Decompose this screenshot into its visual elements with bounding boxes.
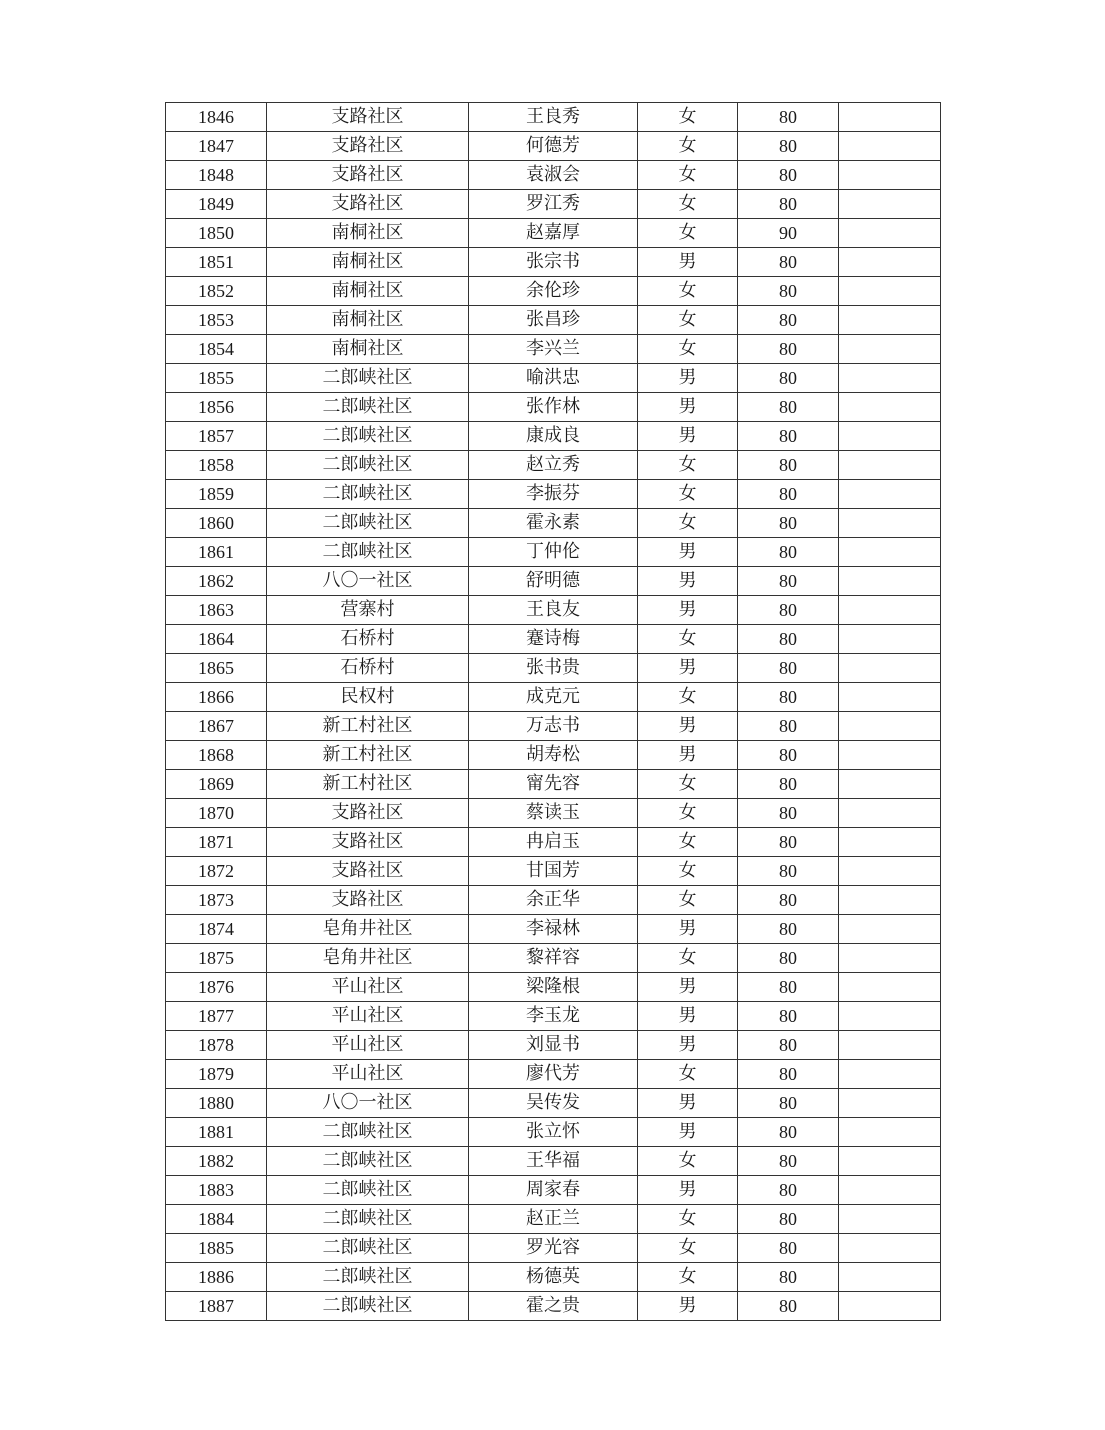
cell-community: 支路社区 [267,857,469,886]
cell-note [839,654,941,683]
cell-gender: 女 [638,103,738,132]
cell-gender: 男 [638,973,738,1002]
cell-community: 二郎峡社区 [267,1176,469,1205]
cell-note [839,161,941,190]
cell-note [839,1176,941,1205]
cell-age: 80 [738,480,839,509]
cell-number: 1868 [166,741,267,770]
cell-number: 1851 [166,248,267,277]
cell-community: 石桥村 [267,625,469,654]
cell-community: 民权村 [267,683,469,712]
cell-age: 80 [738,596,839,625]
cell-community: 南桐社区 [267,277,469,306]
cell-community: 营寨村 [267,596,469,625]
cell-gender: 女 [638,161,738,190]
cell-number: 1887 [166,1292,267,1321]
cell-note [839,625,941,654]
table-row [166,625,941,654]
table-row [166,364,941,393]
cell-age: 80 [738,741,839,770]
cell-note [839,567,941,596]
cell-name: 万志书 [469,712,638,741]
table-row [166,1147,941,1176]
cell-gender: 女 [638,509,738,538]
cell-number: 1880 [166,1089,267,1118]
cell-age: 80 [738,1263,839,1292]
table-row [166,480,941,509]
cell-note [839,1292,941,1321]
table-row [166,712,941,741]
cell-age: 80 [738,1234,839,1263]
table-row [166,451,941,480]
cell-number: 1853 [166,306,267,335]
cell-community: 二郎峡社区 [267,393,469,422]
cell-name: 蹇诗梅 [469,625,638,654]
cell-number: 1854 [166,335,267,364]
cell-number: 1871 [166,828,267,857]
cell-community: 南桐社区 [267,335,469,364]
table-row [166,538,941,567]
cell-number: 1877 [166,1002,267,1031]
cell-name: 冉启玉 [469,828,638,857]
cell-number: 1862 [166,567,267,596]
table-row [166,335,941,364]
cell-note [839,451,941,480]
table-row [166,1089,941,1118]
cell-age: 80 [738,712,839,741]
cell-age: 80 [738,335,839,364]
cell-community: 新工村社区 [267,741,469,770]
cell-age: 80 [738,973,839,1002]
cell-age: 80 [738,132,839,161]
cell-note [839,480,941,509]
cell-name: 罗江秀 [469,190,638,219]
table-row [166,886,941,915]
cell-note [839,1147,941,1176]
cell-note [839,799,941,828]
cell-number: 1867 [166,712,267,741]
cell-age: 80 [738,944,839,973]
cell-community: 二郎峡社区 [267,1118,469,1147]
cell-gender: 女 [638,1234,738,1263]
cell-gender: 男 [638,538,738,567]
cell-community: 二郎峡社区 [267,509,469,538]
cell-gender: 男 [638,248,738,277]
cell-community: 平山社区 [267,973,469,1002]
cell-note [839,857,941,886]
cell-community: 南桐社区 [267,248,469,277]
table-row [166,944,941,973]
cell-gender: 女 [638,451,738,480]
table-row [166,654,941,683]
cell-number: 1869 [166,770,267,799]
cell-age: 80 [738,683,839,712]
table-row [166,973,941,1002]
cell-number: 1852 [166,277,267,306]
cell-age: 80 [738,915,839,944]
cell-note [839,538,941,567]
cell-community: 南桐社区 [267,306,469,335]
table-row [166,190,941,219]
table-row [166,1060,941,1089]
cell-gender: 男 [638,1031,738,1060]
cell-name: 王良秀 [469,103,638,132]
cell-name: 袁淑会 [469,161,638,190]
cell-gender: 男 [638,741,738,770]
cell-age: 80 [738,190,839,219]
cell-gender: 女 [638,132,738,161]
cell-name: 蔡读玉 [469,799,638,828]
cell-community: 支路社区 [267,886,469,915]
cell-community: 皂角井社区 [267,915,469,944]
cell-age: 80 [738,828,839,857]
cell-note [839,1263,941,1292]
cell-number: 1857 [166,422,267,451]
cell-community: 支路社区 [267,190,469,219]
cell-gender: 女 [638,1060,738,1089]
cell-note [839,741,941,770]
cell-name: 张立怀 [469,1118,638,1147]
cell-note [839,1205,941,1234]
table-row [166,1234,941,1263]
cell-gender: 女 [638,1263,738,1292]
cell-name: 舒明德 [469,567,638,596]
table-row [166,596,941,625]
cell-gender: 女 [638,306,738,335]
table-row [166,393,941,422]
cell-number: 1850 [166,219,267,248]
cell-community: 二郎峡社区 [267,480,469,509]
cell-note [839,335,941,364]
cell-name: 赵嘉厚 [469,219,638,248]
cell-number: 1882 [166,1147,267,1176]
table-row [166,683,941,712]
cell-name: 余正华 [469,886,638,915]
cell-gender: 女 [638,625,738,654]
cell-age: 80 [738,306,839,335]
cell-age: 80 [738,364,839,393]
table-row [166,857,941,886]
table-row [166,741,941,770]
cell-note [839,422,941,451]
cell-community: 支路社区 [267,799,469,828]
cell-number: 1863 [166,596,267,625]
cell-age: 80 [738,1147,839,1176]
cell-community: 支路社区 [267,103,469,132]
cell-gender: 男 [638,1292,738,1321]
cell-number: 1886 [166,1263,267,1292]
table-row [166,248,941,277]
table-row [166,103,941,132]
cell-community: 支路社区 [267,828,469,857]
cell-age: 80 [738,857,839,886]
cell-gender: 男 [638,654,738,683]
cell-community: 二郎峡社区 [267,451,469,480]
cell-age: 80 [738,1089,839,1118]
cell-note [839,973,941,1002]
cell-number: 1874 [166,915,267,944]
cell-name: 杨德英 [469,1263,638,1292]
cell-community: 二郎峡社区 [267,1263,469,1292]
cell-name: 霍永素 [469,509,638,538]
cell-name: 喻洪忠 [469,364,638,393]
table-row [166,1118,941,1147]
cell-gender: 女 [638,277,738,306]
cell-community: 二郎峡社区 [267,1292,469,1321]
cell-note [839,944,941,973]
table-row [166,132,941,161]
table-row [166,1205,941,1234]
cell-note [839,915,941,944]
cell-gender: 女 [638,944,738,973]
table-row [166,828,941,857]
cell-name: 张宗书 [469,248,638,277]
cell-gender: 男 [638,1089,738,1118]
cell-age: 80 [738,451,839,480]
cell-name: 王良友 [469,596,638,625]
cell-gender: 男 [638,393,738,422]
cell-gender: 男 [638,712,738,741]
cell-note [839,509,941,538]
cell-age: 80 [738,1292,839,1321]
cell-note [839,886,941,915]
cell-community: 二郎峡社区 [267,1234,469,1263]
cell-name: 李玉龙 [469,1002,638,1031]
cell-name: 张昌珍 [469,306,638,335]
cell-age: 80 [738,886,839,915]
cell-gender: 男 [638,422,738,451]
table-row [166,1002,941,1031]
cell-note [839,1118,941,1147]
table-row [166,1263,941,1292]
cell-community: 八〇一社区 [267,567,469,596]
table-row [166,799,941,828]
cell-gender: 男 [638,596,738,625]
table-row [166,161,941,190]
cell-number: 1866 [166,683,267,712]
cell-number: 1864 [166,625,267,654]
cell-age: 80 [738,625,839,654]
cell-age: 80 [738,770,839,799]
cell-age: 80 [738,799,839,828]
cell-community: 二郎峡社区 [267,1205,469,1234]
cell-number: 1858 [166,451,267,480]
cell-community: 平山社区 [267,1031,469,1060]
cell-note [839,828,941,857]
cell-community: 二郎峡社区 [267,538,469,567]
cell-age: 80 [738,1176,839,1205]
table-row [166,567,941,596]
cell-note [839,103,941,132]
cell-gender: 男 [638,1118,738,1147]
cell-number: 1881 [166,1118,267,1147]
cell-note [839,190,941,219]
cell-community: 新工村社区 [267,770,469,799]
cell-name: 黎祥容 [469,944,638,973]
cell-name: 成克元 [469,683,638,712]
cell-age: 80 [738,509,839,538]
table-row [166,219,941,248]
cell-age: 80 [738,393,839,422]
table-row [166,277,941,306]
cell-note [839,1031,941,1060]
cell-community: 八〇一社区 [267,1089,469,1118]
cell-name: 刘显书 [469,1031,638,1060]
cell-age: 80 [738,1118,839,1147]
cell-number: 1856 [166,393,267,422]
table-row [166,422,941,451]
cell-name: 王华福 [469,1147,638,1176]
table-row [166,770,941,799]
cell-note [839,277,941,306]
cell-note [839,219,941,248]
cell-age: 80 [738,103,839,132]
cell-age: 80 [738,1031,839,1060]
table-row [166,1176,941,1205]
cell-number: 1855 [166,364,267,393]
cell-number: 1847 [166,132,267,161]
cell-age: 80 [738,654,839,683]
cell-name: 赵正兰 [469,1205,638,1234]
cell-community: 二郎峡社区 [267,364,469,393]
table-row [166,915,941,944]
cell-name: 李振芬 [469,480,638,509]
cell-name: 罗光容 [469,1234,638,1263]
table-row [166,509,941,538]
cell-note [839,132,941,161]
cell-number: 1883 [166,1176,267,1205]
cell-number: 1885 [166,1234,267,1263]
cell-note [839,248,941,277]
cell-age: 80 [738,422,839,451]
cell-gender: 男 [638,915,738,944]
cell-gender: 女 [638,219,738,248]
cell-age: 80 [738,1002,839,1031]
cell-name: 李禄林 [469,915,638,944]
cell-name: 康成良 [469,422,638,451]
cell-age: 80 [738,161,839,190]
cell-gender: 男 [638,1176,738,1205]
cell-name: 余伦珍 [469,277,638,306]
cell-number: 1860 [166,509,267,538]
cell-note [839,393,941,422]
cell-gender: 女 [638,190,738,219]
cell-age: 80 [738,277,839,306]
cell-name: 吴传发 [469,1089,638,1118]
cell-number: 1861 [166,538,267,567]
cell-age: 80 [738,248,839,277]
cell-community: 平山社区 [267,1002,469,1031]
cell-note [839,1002,941,1031]
cell-age: 80 [738,1060,839,1089]
cell-name: 甘国芳 [469,857,638,886]
cell-gender: 女 [638,770,738,799]
cell-gender: 女 [638,335,738,364]
cell-community: 新工村社区 [267,712,469,741]
cell-gender: 女 [638,886,738,915]
cell-gender: 女 [638,857,738,886]
cell-community: 支路社区 [267,161,469,190]
cell-name: 李兴兰 [469,335,638,364]
cell-name: 廖代芳 [469,1060,638,1089]
cell-community: 二郎峡社区 [267,422,469,451]
cell-age: 80 [738,567,839,596]
cell-gender: 女 [638,799,738,828]
cell-note [839,1089,941,1118]
cell-note [839,364,941,393]
cell-number: 1876 [166,973,267,1002]
cell-gender: 女 [638,828,738,857]
cell-name: 周家春 [469,1176,638,1205]
cell-gender: 女 [638,683,738,712]
cell-number: 1848 [166,161,267,190]
cell-gender: 女 [638,1147,738,1176]
cell-note [839,1060,941,1089]
cell-note [839,712,941,741]
cell-name: 张作林 [469,393,638,422]
cell-number: 1859 [166,480,267,509]
cell-number: 1879 [166,1060,267,1089]
cell-name: 梁隆根 [469,973,638,1002]
cell-gender: 女 [638,480,738,509]
cell-age: 80 [738,1205,839,1234]
cell-name: 胡寿松 [469,741,638,770]
cell-number: 1846 [166,103,267,132]
cell-number: 1875 [166,944,267,973]
cell-number: 1873 [166,886,267,915]
cell-number: 1849 [166,190,267,219]
cell-number: 1870 [166,799,267,828]
cell-gender: 女 [638,1205,738,1234]
cell-name: 甯先容 [469,770,638,799]
table-row [166,306,941,335]
cell-note [839,306,941,335]
roster-table-body [166,103,941,1321]
cell-number: 1878 [166,1031,267,1060]
cell-gender: 男 [638,567,738,596]
table-row [166,1031,941,1060]
cell-note [839,770,941,799]
cell-community: 平山社区 [267,1060,469,1089]
cell-community: 二郎峡社区 [267,1147,469,1176]
roster-table [165,102,941,1321]
table-row [166,1292,941,1321]
cell-note [839,683,941,712]
cell-gender: 男 [638,1002,738,1031]
cell-age: 80 [738,538,839,567]
cell-note [839,1234,941,1263]
cell-community: 皂角井社区 [267,944,469,973]
cell-name: 霍之贵 [469,1292,638,1321]
cell-name: 何德芳 [469,132,638,161]
cell-number: 1865 [166,654,267,683]
cell-gender: 男 [638,364,738,393]
cell-community: 石桥村 [267,654,469,683]
cell-age: 90 [738,219,839,248]
cell-number: 1884 [166,1205,267,1234]
cell-name: 丁仲伦 [469,538,638,567]
cell-number: 1872 [166,857,267,886]
cell-community: 南桐社区 [267,219,469,248]
cell-name: 张书贵 [469,654,638,683]
cell-note [839,596,941,625]
cell-name: 赵立秀 [469,451,638,480]
cell-community: 支路社区 [267,132,469,161]
